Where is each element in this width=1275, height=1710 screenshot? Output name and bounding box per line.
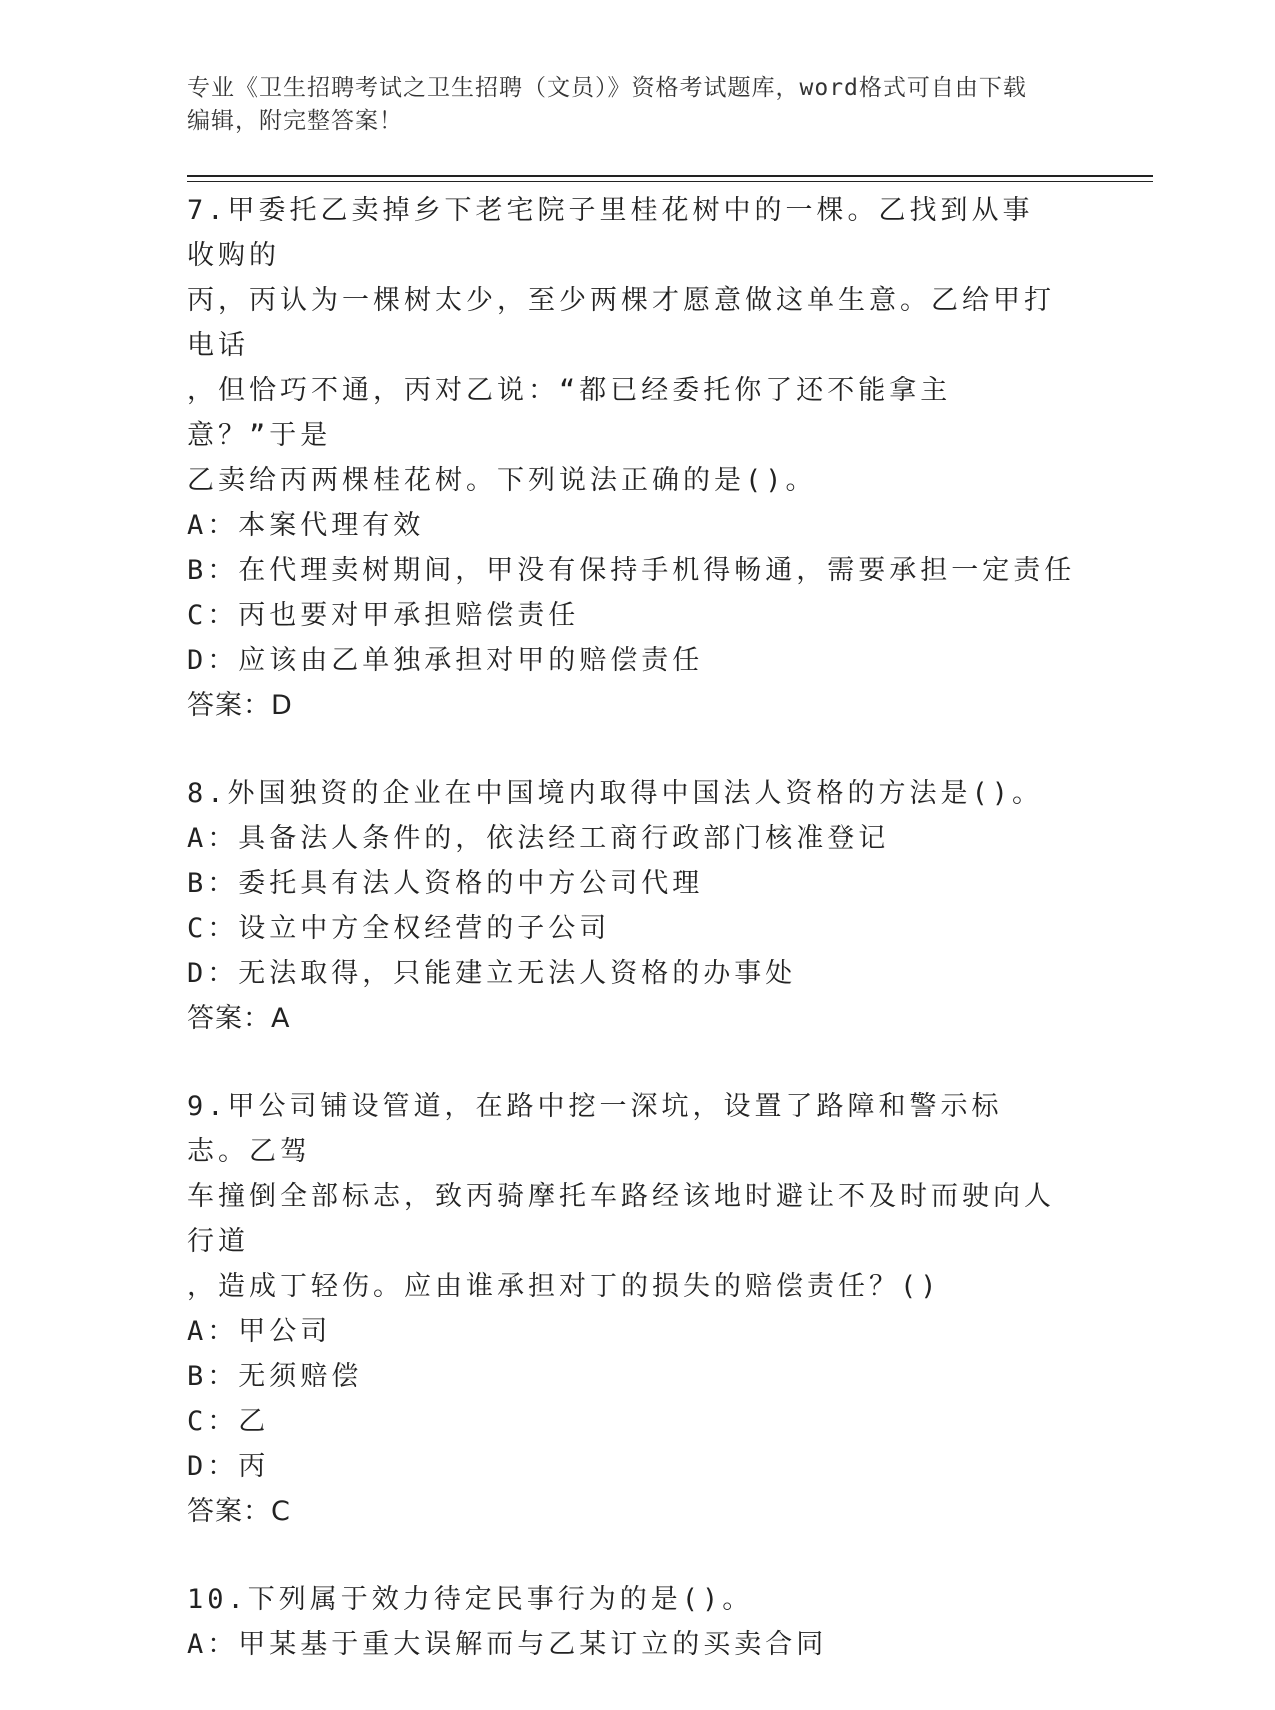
- header-line-1: 专业《卫生招聘考试之卫生招聘（文员）》资格考试题库，word格式可自由下载: [187, 75, 1027, 101]
- question-stem-line: 乙卖给丙两棵桂花树。下列说法正确的是()。: [187, 465, 817, 496]
- question-stem-line: 7.甲委托乙卖掉乡下老宅院子里桂花树中的一棵。乙找到从事收购的: [187, 195, 1034, 271]
- question-stem-line: 车撞倒全部标志，致丙骑摩托车路经该地时避让不及时而驶向人行道: [187, 1181, 1055, 1257]
- question-7: [187, 188, 1076, 728]
- option-a: A：本案代理有效: [187, 510, 425, 541]
- question-10: [187, 1577, 1057, 1667]
- option-d: D：应该由乙单独承担对甲的赔偿责任: [187, 645, 704, 676]
- question-stem-line: 9.甲公司铺设管道，在路中挖一深坑，设置了路障和警示标志。乙驾: [187, 1091, 1003, 1167]
- question-stem-line: ，但恰巧不通，丙对乙说：“都已经委托你了还不能拿主意？”于是: [187, 375, 952, 451]
- question-list: [187, 188, 1076, 1710]
- option-b: B：委托具有法人资格的中方公司代理: [187, 868, 704, 899]
- question-stem-line: 10.下列属于效力待定民事行为的是()。: [187, 1584, 754, 1615]
- answer: 答案：D: [187, 690, 293, 721]
- question-stem-line: 丙，丙认为一棵树太少，至少两棵才愿意做这单生意。乙给甲打电话: [187, 285, 1055, 361]
- option-c: C：乙: [187, 1406, 270, 1437]
- option-d: D：无法取得，只能建立无法人资格的办事处: [187, 958, 797, 989]
- option-b: B：在代理卖树期间，甲没有保持手机得畅通，需要承担一定责任: [187, 555, 1076, 586]
- question-9: [187, 1084, 1057, 1534]
- answer: 答案：A: [187, 1003, 291, 1034]
- option-c: C：丙也要对甲承担赔偿责任: [187, 600, 580, 631]
- option-a: A：甲公司: [187, 1316, 332, 1347]
- option-c: C：设立中方全权经营的子公司: [187, 913, 611, 944]
- option-b: B：无须赔偿: [187, 1361, 363, 1392]
- option-a: A：具备法人条件的，依法经工商行政部门核准登记: [187, 823, 890, 854]
- document-header: [187, 72, 1077, 138]
- question-stem-line: 8.外国独资的企业在中国境内取得中国法人资格的方法是()。: [187, 778, 1044, 809]
- option-a: A：甲某基于重大误解而与乙某订立的买卖合同: [187, 1629, 828, 1660]
- question-stem-line: ，造成丁轻伤。应由谁承担对丁的损失的赔偿责任？(): [187, 1271, 941, 1302]
- answer: 答案：C: [187, 1496, 291, 1527]
- option-d: D：丙: [187, 1451, 270, 1482]
- header-line-2: 编辑，附完整答案！: [187, 108, 403, 134]
- header-divider-thick: [187, 175, 1153, 177]
- header-divider-thin: [187, 181, 1153, 182]
- question-8: [187, 771, 1057, 1041]
